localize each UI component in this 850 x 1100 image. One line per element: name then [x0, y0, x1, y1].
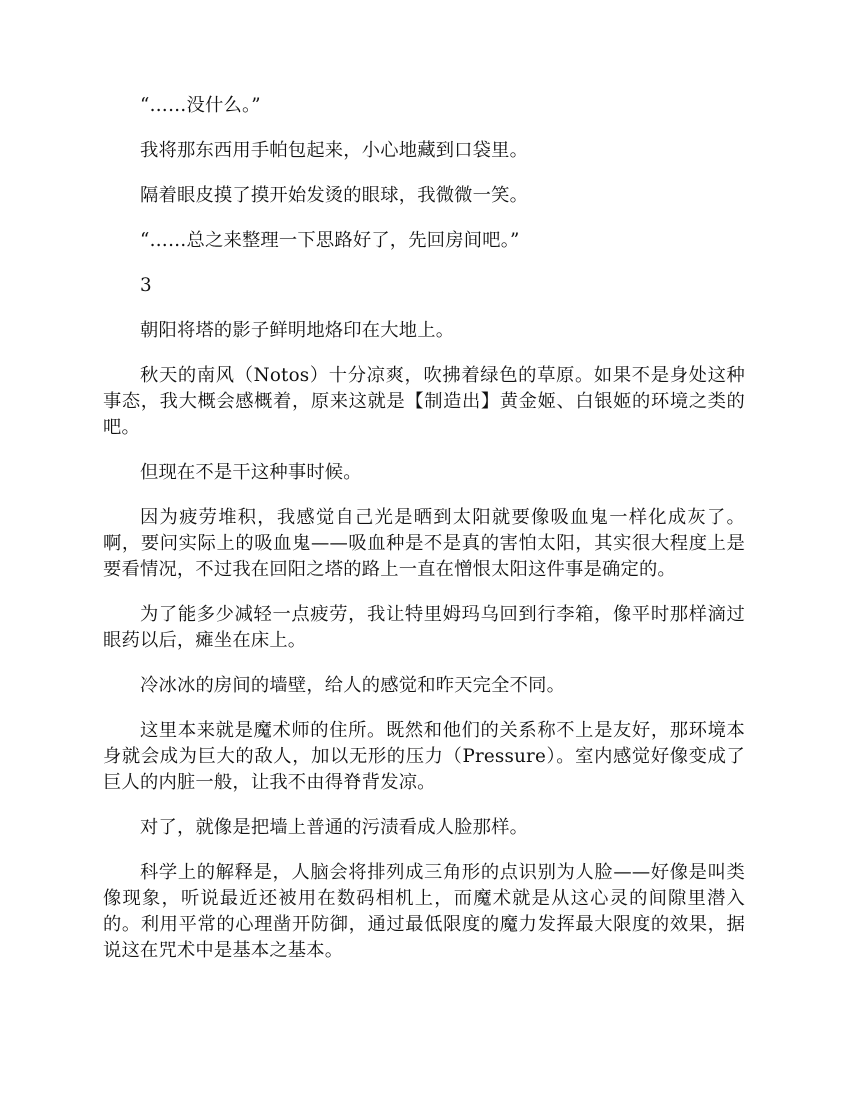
paragraph-12: 这里本来就是魔术师的住所。既然和他们的关系称不上是友好，那环境本身就会成为巨大的敌人，加以无形的压力（Pressure）。室内感觉好像变成了巨人的内脏一般，让我不由得脊背发凉。 — [103, 720, 745, 793]
paragraph-6: 朝阳将塔的影子鲜明地烙印在大地上。 — [140, 320, 455, 341]
paragraph-3: 隔着眼皮摸了摸开始发烫的眼球，我微微一笑。 — [140, 185, 529, 206]
paragraph-4: “……总之来整理一下思路好了，先回房间吧。” — [140, 230, 520, 251]
paragraph-10: 为了能多少减轻一点疲劳，我让特里姆玛乌回到行李箱，像平时那样滴过眼药以后，瘫坐在床上。 — [103, 604, 745, 651]
paragraph-14: 科学上的解释是，人脑会将排列成三角形的点识别为人脸——好像是叫类像现象，听说最近还被用在数码相机上，而魔术就是从这心灵的间隙里潜入的。利用平常的心理凿开防御，通过最低限度的魔力发挥最大限度的效果，据说这在咒术中是基本之基本。 — [103, 862, 745, 961]
paragraph-2: 我将那东西用手帕包起来，小心地藏到口袋里。 — [140, 140, 529, 161]
paragraph-8: 但现在不是干这种事时候。 — [140, 462, 362, 483]
paragraph-13: 对了，就像是把墙上普通的污渍看成人脸那样。 — [140, 817, 529, 838]
paragraph-1: “……没什么。” — [140, 95, 261, 116]
document-body — [103, 93, 745, 964]
paragraph-7: 秋天的南风（Notos）十分凉爽，吹拂着绿色的草原。如果不是身处这种事态，我大概会感概着，原来这就是【制造出】黄金姬、白银姬的环境之类的吧。 — [103, 365, 745, 438]
paragraph-9: 因为疲劳堆积，我感觉自己光是晒到太阳就要像吸血鬼一样化成灰了。啊，要问实际上的吸血鬼——吸血种是不是真的害怕太阳，其实很大程度上是要看情况，不过我在回阳之塔的路上一直在憎恨太阳这件事是确定的。 — [103, 507, 745, 580]
paragraph-11: 冷冰冰的房间的墙壁，给人的感觉和昨天完全不同。 — [140, 675, 566, 696]
section-number: 3 — [140, 275, 152, 296]
